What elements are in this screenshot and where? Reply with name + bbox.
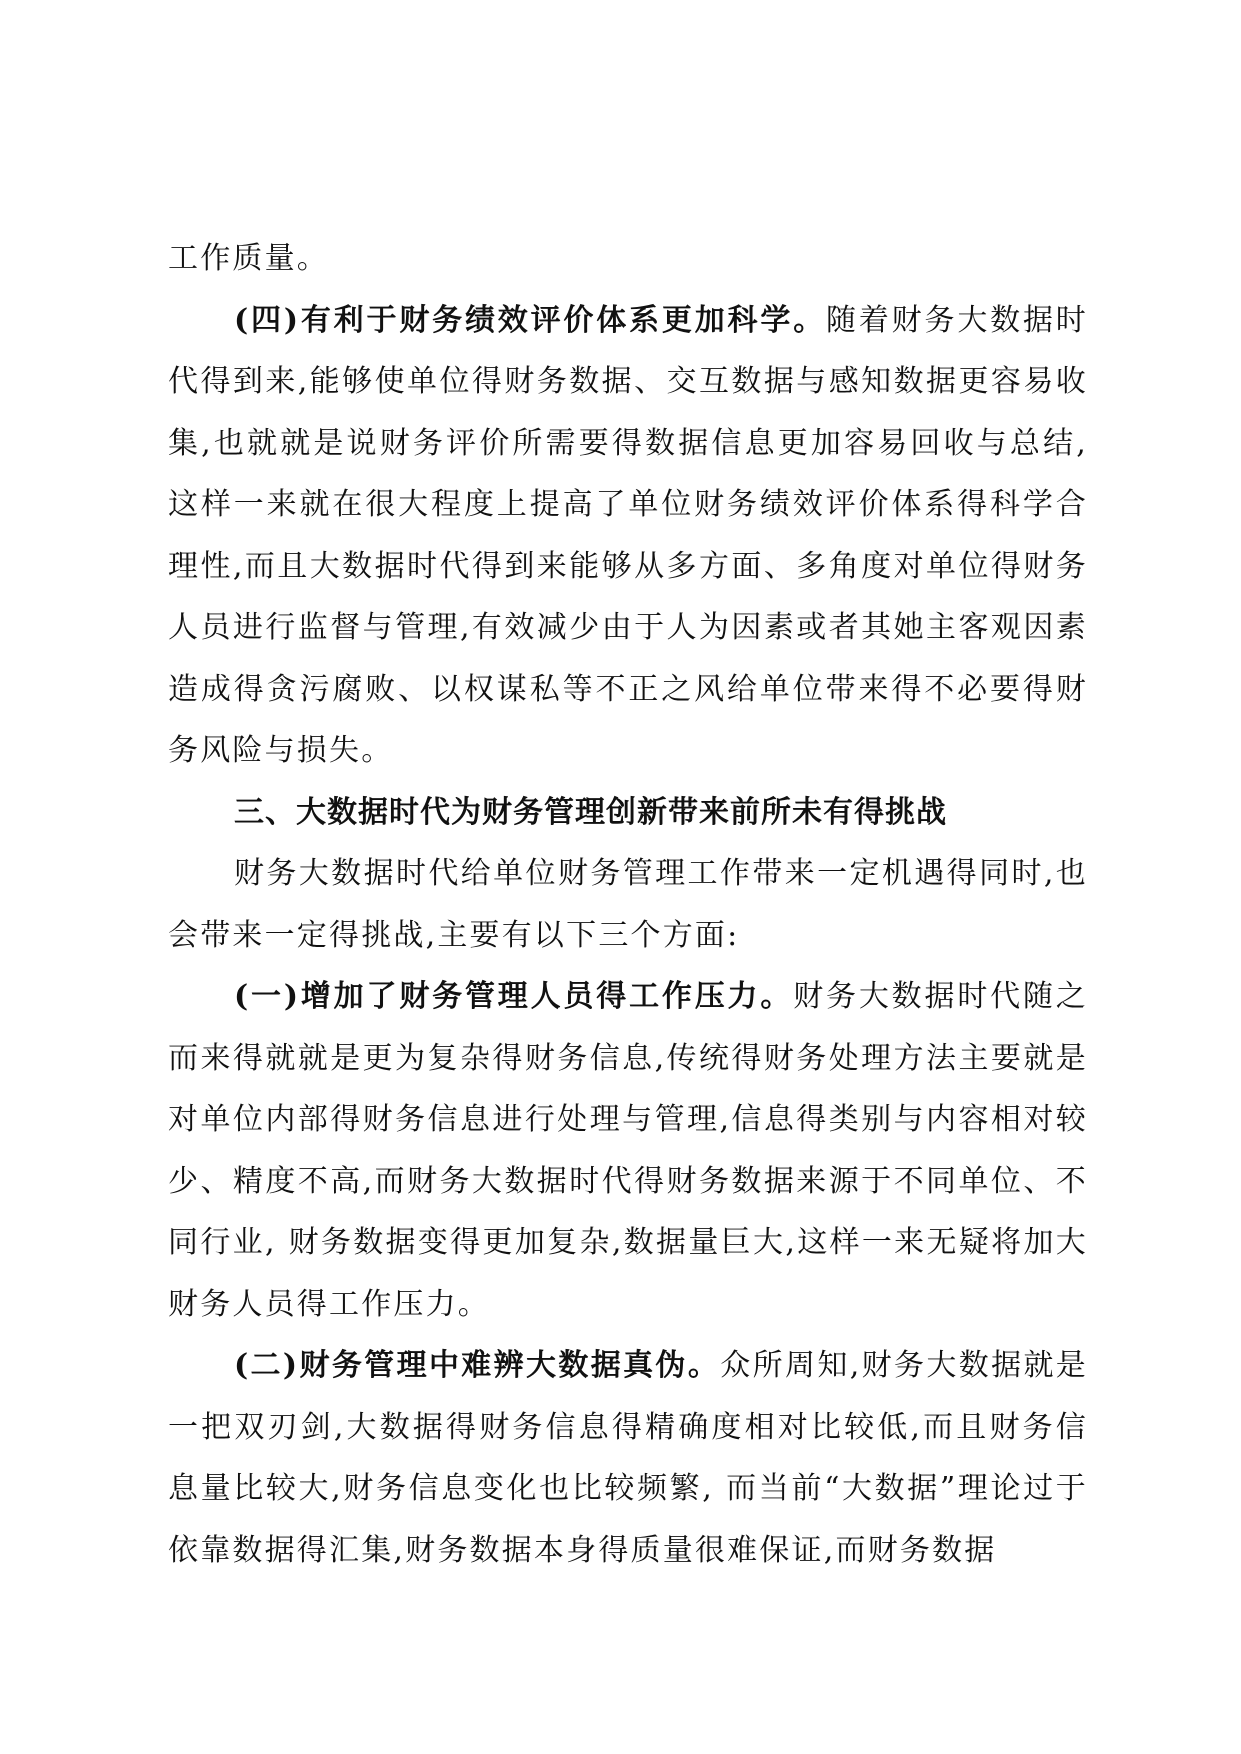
paragraph-text: 财务大数据时代随之而来得就就是更为复杂得财务信息,传统得财务处理方法主要就是对单位内部得财务信息进行处理与管理,信息得类别与内容相对较少、精度不高,而财务大数据时代得财务数据来源于不同单位、不同行业, 财务数据变得更加复杂,数据量巨大,这样一来无疑将加大财务人员得工作压力。 bbox=[168, 979, 1088, 1322]
paragraph-performance-evaluation bbox=[168, 290, 1088, 782]
document-page bbox=[168, 228, 1088, 1581]
section-heading: 三、大数据时代为财务管理创新带来前所未有得挑战 bbox=[234, 794, 947, 830]
paragraph-text: 工作质量。 bbox=[168, 241, 329, 276]
paragraph-text: 财务大数据时代给单位财务管理工作带来一定机遇得同时,也会带来一定得挑战,主要有以下三个方面: bbox=[168, 856, 1088, 953]
paragraph-text: 众所周知,财务大数据就是一把双刃剑,大数据得财务信息得精确度相对比较低,而且财务信息量比较大,财务信息变化也比较频繁, 而当前“大数据”理论过于依靠数据得汇集,财务数据本身得质量很难保证,而财务数据 bbox=[168, 1348, 1089, 1568]
paragraph-lead: (四)有利于财务绩效评价体系更加科学。 bbox=[234, 302, 827, 338]
paragraph-lead: (一)增加了财务管理人员得工作压力。 bbox=[234, 979, 794, 1014]
paragraph-work-pressure bbox=[168, 966, 1088, 1335]
paragraph-challenges-intro bbox=[168, 843, 1088, 966]
paragraph-text: 随着财务大数据时代得到来,能够使单位得财务数据、交互数据与感知数据更容易收集,也就就是说财务评价所需要得数据信息更加容易回收与总结,这样一来就在很大程度上提高了单位财务绩效评价体系得科学合理性,而且大数据时代得到来能够从多方面、多角度对单位得财务人员进行监督与管理,有效减少由于人为因素或者其她主客观因素造成得贪污腐败、以权谋私等不正之风给单位带来得不必要得财务风险与损失。 bbox=[168, 302, 1088, 768]
paragraph-data-authenticity bbox=[168, 1335, 1088, 1581]
paragraph-continuation bbox=[168, 228, 1088, 290]
paragraph-lead: (二)财务管理中难辨大数据真伪。 bbox=[234, 1348, 721, 1383]
